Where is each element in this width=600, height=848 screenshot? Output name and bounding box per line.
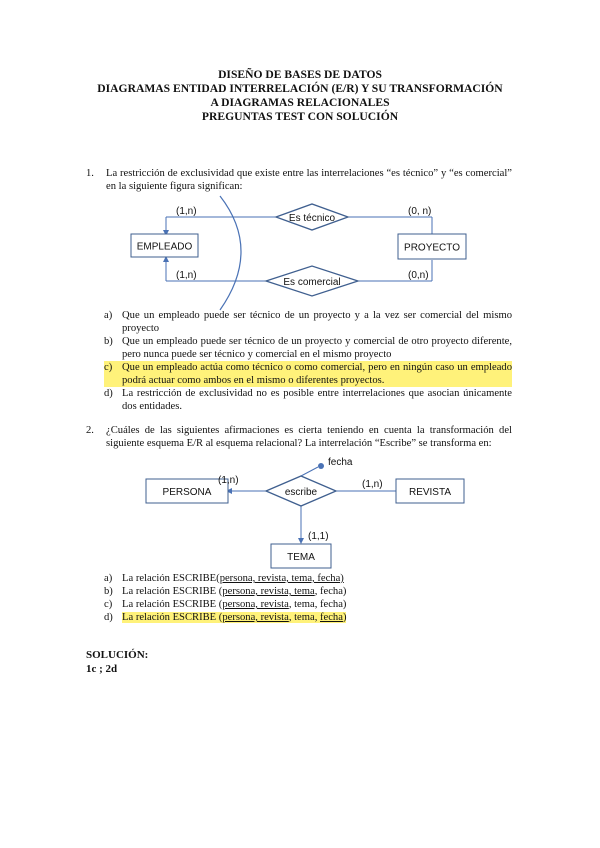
title-line-4: PREGUNTAS TEST CON SOLUCIÓN [201,110,399,123]
entity-persona-label: PERSONA [162,487,212,498]
entity-empleado-label: EMPLEADO [136,241,193,253]
arrow-tema [298,538,304,544]
entity-revista-label: REVISTA [408,487,452,498]
q1-option-d-letter: d) [104,388,113,399]
q2-option-c-open: ( [218,599,223,610]
q1-option-a-text: Que un empleado puede ser técnico de un proyecto y a la vez ser comercial del mismo proyecto [122,310,512,334]
title-line-2: DIAGRAMAS ENTIDAD INTERRELACIÓN (E/R) Y SU TRANSFORMACIÓN [97,82,503,95]
relation-es-tecnico-label: Es técnico [288,213,336,224]
card-top-left: (1,n) [176,206,197,217]
title-line-3: A DIAGRAMAS RELACIONALES [210,96,390,109]
solution-block [86,648,148,676]
q2-option-c-tail: , tema, fecha) [288,599,347,610]
solution-label: SOLUCIÓN: [86,649,149,661]
q1-option-c-letter: c) [104,362,113,373]
q2-option-b-prefix: La relación ESCRIBE [122,586,219,597]
question-1-number: 1. [86,168,94,179]
card-bottom-left: (1,n) [176,270,197,281]
q2-option-a-prefix: La relación ESCRIBE [122,573,217,584]
question-2-number: 2. [86,425,94,436]
q2-option-b-letter: b) [104,586,113,597]
question-1-text: La restricción de exclusividad que existe entre las interrelaciones “es técnico” y “es comercial” en la siguiente figura significan: [106,168,512,192]
attribute-fecha-label: fecha [328,457,353,468]
question-2-text: ¿Cuáles de las siguientes afirmaciones es cierta teniendo en cuenta la transformación del siguiente esquema E/R al esquema relacional? La interrelación “Escribe” se transforma en: [106,425,512,449]
question-2-options [104,572,512,624]
q2-option-d-prefix: La relación ESCRIBE [122,612,219,623]
attribute-dot [318,463,324,469]
relation-es-comercial-label: Es comercial [283,277,341,288]
q2-option-d-underlined-1: persona, revista [222,612,289,623]
q1-option-b-text: Que un empleado puede ser técnico de un proyecto y comercial de otro proyecto diferente, pero nunca puede ser técnico y comercial en el mismo proyecto [122,336,512,360]
q1-option-c-text: Que un empleado actúa como técnico o como comercial, pero en ningún caso un empleado podrá actuar como ambos en el mismo o diferentes proyectos. [122,362,512,386]
solution-answer: 1c ; 2d [86,663,118,675]
q2-option-c [104,598,512,611]
q2-option-b-open: ( [218,586,223,597]
q2-option-a-open: ( [216,573,220,584]
q2-option-d-tail: ) [342,612,347,623]
card-bottom-right: (0,n) [408,270,429,281]
q2-option-d-mid: , tema, [288,612,320,623]
q2-option-a-letter: a) [104,573,113,584]
card-persona: (1,n) [218,475,239,486]
q2-option-d-underlined-2: fecha [320,612,343,623]
q2-option-a-attrs: persona, revista, tema, fecha) [219,573,344,584]
line-attribute-fecha [301,467,318,476]
q1-option-b-letter: b) [104,336,113,347]
q2-option-b-tail: , fecha) [314,586,347,597]
q1-option-a-letter: a) [104,310,113,321]
title-line-1: DISEÑO DE BASES DE DATOS [218,68,382,81]
card-top-right: (0, n) [408,206,432,217]
q2-option-d-open: ( [218,612,223,623]
q2-option-c-letter: c) [104,599,113,610]
q2-option-b [104,585,512,598]
entity-tema-label: TEMA [287,552,315,563]
q2-option-c-prefix: La relación ESCRIBE [122,599,219,610]
q2-option-a [104,572,512,585]
q1-option-d-text: La restricción de exclusividad no es posible entre interrelaciones que asocian únicamente dos entidades. [122,388,512,412]
relation-escribe-label: escribe [284,487,318,498]
q2-option-d-letter: d) [104,612,113,623]
q2-option-b-attrs: persona, revista, tema [222,586,315,597]
entity-proyecto-label: PROYECTO [404,242,460,254]
q2-option-d [104,611,512,624]
card-revista: (1,n) [362,479,383,490]
card-tema: (1,1) [308,531,329,542]
q2-option-c-attrs: persona, revista [222,599,289,610]
